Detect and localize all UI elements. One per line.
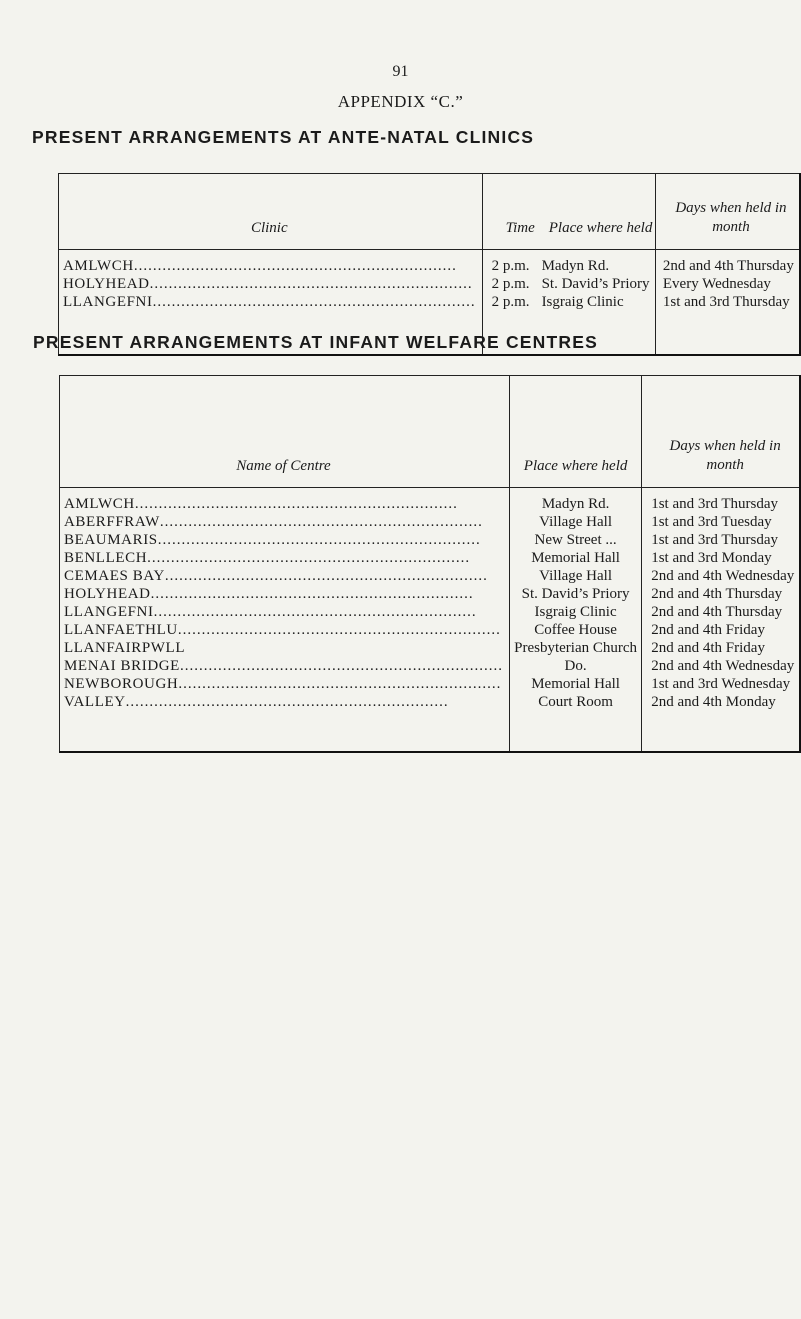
appendix-title: APPENDIX “C.” (337, 92, 464, 111)
table-row: LLANFAETHLU ..... (64, 621, 503, 639)
table-row: Memorial Hall (531, 676, 620, 692)
table-row: VALLEY ..... (64, 693, 503, 711)
infant-centre-column (60, 488, 510, 753)
table-row: 1st and 3rd Tuesday (651, 514, 772, 530)
table-row: ABERFFRAW ..... (64, 513, 503, 531)
header-time: Time (505, 220, 535, 236)
table-row: 1st and 3rd Thursday (651, 532, 779, 548)
table-row: 1st and 3rd Wednesday (651, 676, 791, 692)
header-time-place (482, 174, 655, 250)
table-row: 2nd and 4th Thursday (651, 604, 783, 620)
antenatal-section-title: PRESENT ARRANGEMENTS AT ANTE-NATAL CLINICS (32, 127, 535, 147)
infant-days-column (642, 488, 800, 753)
table-row: New Street ... (534, 532, 617, 548)
table-row: LLANFAIRPWLL (64, 640, 186, 656)
antenatal-clinics-table (58, 173, 801, 356)
antenatal-days-column (655, 250, 800, 356)
table-row: MENAI BRIDGE ..... (64, 657, 503, 675)
table-row: St. David’s Priory (521, 586, 630, 602)
table-row: LLANGEFNI ..... (63, 293, 476, 311)
table-row: HOLYHEAD ..... (64, 585, 503, 603)
table-row: LLANGEFNI ..... (64, 603, 503, 621)
table-row: Memorial Hall (531, 550, 620, 566)
table-row: 1st and 3rd Thursday (662, 294, 790, 310)
table-row: 2nd and 4th Thursday (651, 586, 783, 602)
table-row: Coffee House (534, 622, 617, 638)
table-row: Village Hall (539, 568, 612, 584)
table-row: 1st and 3rd Monday (651, 550, 772, 566)
table-row: HOLYHEAD ..... (63, 275, 476, 293)
header-days: Days when held in month (655, 174, 800, 250)
infant-section-title: PRESENT ARRANGEMENTS AT INFANT WELFARE CENTRES (33, 332, 598, 352)
table-row: CEMAES BAY ..... (64, 567, 503, 585)
table-row: Village Hall (539, 514, 612, 530)
table-row: AMLWCH ..... (64, 495, 503, 513)
table-row: 2nd and 4th Thursday (662, 258, 794, 274)
header-days: Days when held in month (642, 376, 800, 488)
header-clinic: Clinic (59, 174, 483, 250)
table-row: Presbyterian Church (514, 640, 638, 656)
table-row: AMLWCH ..... (63, 257, 476, 275)
table-row: NEWBOROUGH ..... (64, 675, 503, 693)
table-row: Court Room (538, 694, 613, 710)
header-place: Place where held (548, 220, 653, 236)
table-row: 2nd and 4th Friday (651, 622, 765, 638)
table-row: 2 p.m. St. David’s Priory (491, 276, 650, 292)
table-row: BEAUMARIS ..... (64, 531, 503, 549)
table-row: 2nd and 4th Friday (651, 640, 765, 656)
table-row: Isgraig Clinic (534, 604, 617, 620)
table-row: 2nd and 4th Wednesday (651, 658, 795, 674)
header-centre: Name of Centre (60, 376, 510, 488)
table-row: 1st and 3rd Thursday (651, 496, 779, 512)
table-row: Do. (564, 658, 587, 674)
header-place: Place where held (509, 376, 641, 488)
table-row: 2 p.m. Isgraig Clinic (491, 294, 624, 310)
table-row: Every Wednesday (662, 276, 771, 292)
infant-welfare-table (59, 375, 801, 753)
table-row: 2nd and 4th Wednesday (651, 568, 795, 584)
infant-place-column (509, 488, 641, 753)
table-row: Madyn Rd. (541, 496, 610, 512)
table-row: 2 p.m. Madyn Rd. (491, 258, 610, 274)
table-row: BENLLECH ..... (64, 549, 503, 567)
table-row: 2nd and 4th Monday (651, 694, 776, 710)
page-number: 91 (392, 63, 409, 80)
